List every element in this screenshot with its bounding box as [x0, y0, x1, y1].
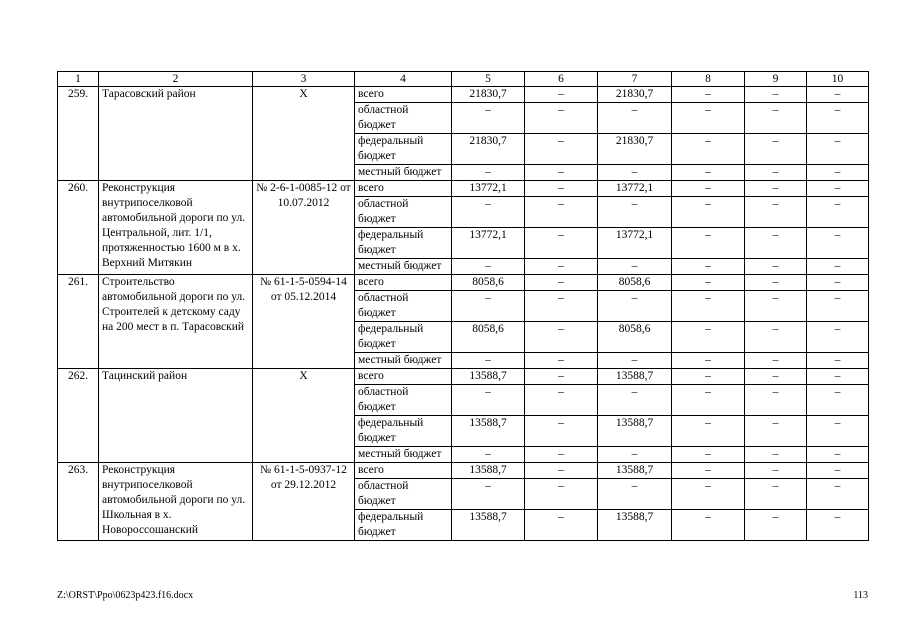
- table-row: [58, 463, 869, 479]
- value-cell: –: [672, 275, 745, 291]
- funding-source: областной бюджет: [355, 385, 452, 416]
- object-name: Строительство автомобильной дороги по ул. Строителей к детскому саду на 200 мест в п. Тарасовский: [99, 275, 253, 369]
- header-row: [58, 72, 869, 87]
- value-cell: –: [672, 197, 745, 228]
- value-cell: –: [598, 165, 672, 181]
- value-cell: –: [807, 353, 869, 369]
- value-cell: –: [672, 322, 745, 353]
- value-cell: –: [807, 228, 869, 259]
- header-cell: 5: [452, 72, 525, 87]
- value-cell: –: [745, 259, 807, 275]
- value-cell: 13772,1: [598, 181, 672, 197]
- table-row: [58, 181, 869, 197]
- funding-source: всего: [355, 87, 452, 103]
- value-cell: –: [672, 228, 745, 259]
- value-cell: –: [745, 87, 807, 103]
- value-cell: –: [807, 416, 869, 447]
- funding-source: местный бюджет: [355, 259, 452, 275]
- funding-source: федеральный бюджет: [355, 510, 452, 541]
- value-cell: –: [745, 103, 807, 134]
- value-cell: –: [525, 181, 598, 197]
- funding-source: областной бюджет: [355, 103, 452, 134]
- funding-source: местный бюджет: [355, 447, 452, 463]
- value-cell: 13588,7: [598, 463, 672, 479]
- header-cell: 7: [598, 72, 672, 87]
- value-cell: 8058,6: [452, 275, 525, 291]
- value-cell: –: [745, 447, 807, 463]
- value-cell: –: [807, 479, 869, 510]
- value-cell: 8058,6: [452, 322, 525, 353]
- value-cell: –: [452, 259, 525, 275]
- funding-source: всего: [355, 369, 452, 385]
- value-cell: –: [452, 197, 525, 228]
- document-reference: № 61-1-5-0937-12 от 29.12.2012: [253, 463, 355, 541]
- value-cell: –: [452, 479, 525, 510]
- header-cell: 1: [58, 72, 99, 87]
- value-cell: –: [525, 103, 598, 134]
- row-number: 261.: [58, 275, 99, 369]
- funding-source: областной бюджет: [355, 291, 452, 322]
- value-cell: –: [672, 87, 745, 103]
- value-cell: –: [807, 463, 869, 479]
- value-cell: –: [745, 463, 807, 479]
- value-cell: –: [807, 510, 869, 541]
- table-body: [58, 72, 869, 541]
- funding-source: всего: [355, 463, 452, 479]
- funding-source: федеральный бюджет: [355, 228, 452, 259]
- object-name: Реконструкция внутрипоселковой автомобильной дороги по ул. Школьная в х. Новороссошанский: [99, 463, 253, 541]
- value-cell: 13588,7: [598, 369, 672, 385]
- value-cell: –: [672, 369, 745, 385]
- value-cell: –: [807, 369, 869, 385]
- row-number: 263.: [58, 463, 99, 541]
- value-cell: –: [525, 259, 598, 275]
- object-name: Тарасовский район: [99, 87, 253, 181]
- value-cell: –: [807, 322, 869, 353]
- value-cell: –: [807, 165, 869, 181]
- value-cell: 13588,7: [598, 416, 672, 447]
- object-name: Реконструкция внутрипоселковой автомобильной дороги по ул. Центральной, лит. 1/1, протяженностью 1600 м в х. Верхний Митякин: [99, 181, 253, 275]
- value-cell: –: [807, 181, 869, 197]
- value-cell: –: [745, 416, 807, 447]
- funding-source: федеральный бюджет: [355, 322, 452, 353]
- value-cell: –: [745, 275, 807, 291]
- value-cell: –: [672, 463, 745, 479]
- value-cell: –: [598, 353, 672, 369]
- header-cell: 6: [525, 72, 598, 87]
- value-cell: 21830,7: [452, 87, 525, 103]
- value-cell: –: [745, 181, 807, 197]
- value-cell: –: [745, 291, 807, 322]
- value-cell: 13588,7: [452, 463, 525, 479]
- table-row: [58, 275, 869, 291]
- value-cell: –: [525, 165, 598, 181]
- value-cell: –: [525, 291, 598, 322]
- object-name: Тацинский район: [99, 369, 253, 463]
- value-cell: –: [672, 510, 745, 541]
- value-cell: 13772,1: [452, 181, 525, 197]
- value-cell: –: [525, 87, 598, 103]
- funding-source: федеральный бюджет: [355, 416, 452, 447]
- funding-source: местный бюджет: [355, 165, 452, 181]
- value-cell: –: [598, 197, 672, 228]
- value-cell: –: [598, 259, 672, 275]
- value-cell: –: [525, 510, 598, 541]
- value-cell: –: [452, 291, 525, 322]
- budget-table: [57, 71, 869, 541]
- value-cell: –: [525, 197, 598, 228]
- value-cell: –: [672, 259, 745, 275]
- header-cell: 10: [807, 72, 869, 87]
- header-cell: 3: [253, 72, 355, 87]
- value-cell: –: [672, 353, 745, 369]
- footer-page-number: 113: [853, 590, 868, 601]
- value-cell: –: [598, 385, 672, 416]
- value-cell: 8058,6: [598, 275, 672, 291]
- value-cell: –: [745, 385, 807, 416]
- value-cell: –: [452, 385, 525, 416]
- funding-source: областной бюджет: [355, 479, 452, 510]
- table-row: [58, 87, 869, 103]
- header-cell: 9: [745, 72, 807, 87]
- value-cell: –: [745, 165, 807, 181]
- row-number: 260.: [58, 181, 99, 275]
- value-cell: –: [598, 447, 672, 463]
- value-cell: –: [525, 134, 598, 165]
- value-cell: –: [672, 291, 745, 322]
- value-cell: –: [525, 385, 598, 416]
- document-reference: Х: [253, 87, 355, 181]
- value-cell: –: [525, 275, 598, 291]
- value-cell: –: [672, 181, 745, 197]
- value-cell: –: [525, 322, 598, 353]
- funding-source: областной бюджет: [355, 197, 452, 228]
- value-cell: –: [807, 447, 869, 463]
- value-cell: –: [672, 165, 745, 181]
- value-cell: 13588,7: [452, 510, 525, 541]
- value-cell: –: [745, 510, 807, 541]
- value-cell: –: [525, 416, 598, 447]
- value-cell: 21830,7: [598, 134, 672, 165]
- value-cell: 13588,7: [452, 416, 525, 447]
- value-cell: –: [598, 479, 672, 510]
- value-cell: –: [745, 197, 807, 228]
- value-cell: 21830,7: [598, 87, 672, 103]
- table-row: [58, 369, 869, 385]
- funding-source: всего: [355, 275, 452, 291]
- value-cell: –: [525, 353, 598, 369]
- header-cell: 2: [99, 72, 253, 87]
- row-number: 262.: [58, 369, 99, 463]
- value-cell: –: [807, 134, 869, 165]
- value-cell: 21830,7: [452, 134, 525, 165]
- value-cell: –: [745, 228, 807, 259]
- value-cell: –: [598, 291, 672, 322]
- value-cell: –: [525, 228, 598, 259]
- value-cell: –: [672, 385, 745, 416]
- value-cell: –: [807, 385, 869, 416]
- value-cell: –: [672, 103, 745, 134]
- value-cell: –: [525, 479, 598, 510]
- footer-file-path: Z:\ORST\Ppo\0623p423.f16.docx: [57, 590, 194, 601]
- value-cell: 13772,1: [598, 228, 672, 259]
- value-cell: –: [807, 291, 869, 322]
- header-cell: 4: [355, 72, 452, 87]
- value-cell: –: [525, 463, 598, 479]
- value-cell: –: [672, 134, 745, 165]
- value-cell: –: [452, 165, 525, 181]
- document-reference: Х: [253, 369, 355, 463]
- value-cell: –: [452, 447, 525, 463]
- value-cell: –: [452, 103, 525, 134]
- value-cell: 13588,7: [452, 369, 525, 385]
- value-cell: –: [598, 103, 672, 134]
- value-cell: 13772,1: [452, 228, 525, 259]
- value-cell: –: [807, 87, 869, 103]
- header-cell: 8: [672, 72, 745, 87]
- value-cell: –: [672, 447, 745, 463]
- document-reference: № 61-1-5-0594-14 от 05.12.2014: [253, 275, 355, 369]
- value-cell: –: [745, 134, 807, 165]
- value-cell: –: [807, 103, 869, 134]
- value-cell: –: [745, 322, 807, 353]
- value-cell: –: [525, 447, 598, 463]
- value-cell: –: [672, 479, 745, 510]
- value-cell: –: [807, 197, 869, 228]
- value-cell: –: [745, 353, 807, 369]
- value-cell: –: [672, 416, 745, 447]
- value-cell: –: [807, 275, 869, 291]
- value-cell: –: [807, 259, 869, 275]
- value-cell: –: [745, 479, 807, 510]
- funding-source: всего: [355, 181, 452, 197]
- funding-source: местный бюджет: [355, 353, 452, 369]
- value-cell: –: [745, 369, 807, 385]
- document-reference: № 2-6-1-0085-12 от 10.07.2012: [253, 181, 355, 275]
- value-cell: –: [452, 353, 525, 369]
- row-number: 259.: [58, 87, 99, 181]
- value-cell: –: [525, 369, 598, 385]
- value-cell: 13588,7: [598, 510, 672, 541]
- funding-source: федеральный бюджет: [355, 134, 452, 165]
- value-cell: 8058,6: [598, 322, 672, 353]
